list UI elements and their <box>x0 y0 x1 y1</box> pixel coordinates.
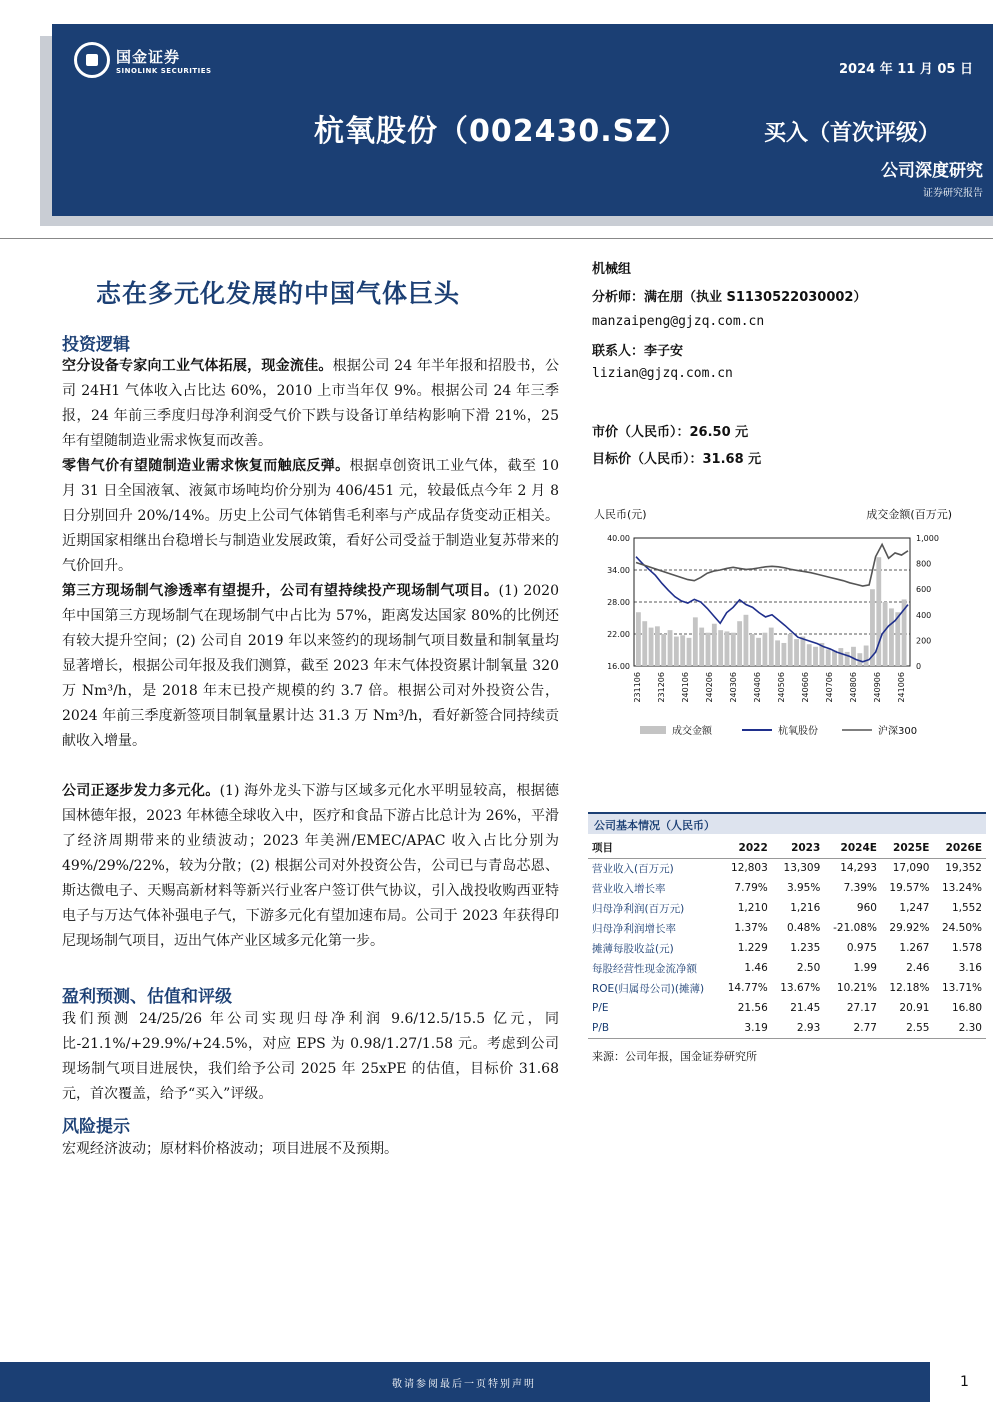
table-cell: 1.578 <box>951 942 982 954</box>
table-cell: 27.17 <box>846 1002 877 1014</box>
volume-bar <box>642 621 647 666</box>
table-row-label: P/B <box>588 1018 719 1038</box>
table-cell: 2.93 <box>772 1018 825 1038</box>
volume-bar <box>794 639 799 666</box>
volume-bar <box>845 652 850 666</box>
x-tick-label: 240306 <box>729 672 738 703</box>
industry-group: 机械组 <box>592 262 632 277</box>
table-cell: 29.92% <box>889 922 930 934</box>
target-price: 目标价（人民币）：31.68 元 <box>592 452 762 467</box>
market-price: 市价（人民币）：26.50 元 <box>592 425 749 440</box>
table-body <box>588 858 986 1038</box>
para-2-text: 根据卓创资讯工业气体，截至 10 月 31 日全国液氧、液氮市场吨均价分别为 406/451 元，较最低点今年 2 月 8 日分别回升 20%/14%。历史上公司气体销售毛利率与产成品存货变动正相关。近期国家相继出台稳增长与制造业发展政策，看好公司受益于制造业复苏带来的气价回升。 <box>62 458 560 574</box>
volume-bar <box>775 640 780 666</box>
para-2 <box>62 454 559 579</box>
table-cell: 19.57% <box>889 882 930 894</box>
volume-bar <box>674 637 679 666</box>
table-cell: 960 <box>856 902 877 914</box>
table-header-cell: 2025E <box>881 838 934 858</box>
table-row-label: 每股经营性现金流净额 <box>592 962 697 975</box>
table-header-row <box>588 838 986 858</box>
volume-bar <box>781 643 786 666</box>
analyst-name: 分析师：满在朋（执业 S1130522030002） <box>592 290 867 305</box>
left-tick-label: 28.00 <box>607 598 630 607</box>
volume-bar <box>731 633 736 666</box>
volume-bar <box>750 634 755 666</box>
table-row <box>588 938 986 958</box>
table-row <box>588 958 986 978</box>
right-tick-label: 0 <box>916 662 922 671</box>
logo-icon <box>74 42 110 78</box>
legend-label: 沪深300 <box>878 726 918 737</box>
right-tick-label: 1,000 <box>916 534 939 543</box>
volume-bars <box>636 557 907 666</box>
table-cell: 1,247 <box>899 902 930 914</box>
para-1 <box>62 354 559 454</box>
para-5 <box>62 1007 559 1107</box>
para-4-bold: 公司正逐步发力多元化。 <box>62 783 220 799</box>
table-cell: 7.79% <box>734 882 768 894</box>
table-cell: 0.48% <box>786 922 821 934</box>
report-date: 2024 年 11 月 05 日 <box>839 62 973 77</box>
x-tick-label: 240606 <box>801 672 810 703</box>
volume-bar <box>763 633 768 666</box>
section-head-logic: 投资逻辑 <box>62 335 130 355</box>
table-cell: 12,803 <box>731 862 768 875</box>
para-2-bold: 零售气价有望随制造业需求恢复而触底反弹。 <box>62 458 350 474</box>
volume-bar <box>668 630 673 666</box>
table-cell: 2.55 <box>881 1018 934 1038</box>
volume-bar <box>756 638 761 666</box>
table-cell: -21.08% <box>833 922 877 934</box>
table-cell: 17,090 <box>892 862 930 875</box>
table-row <box>588 878 986 898</box>
volume-bar <box>706 633 711 666</box>
volume-bar <box>744 615 749 666</box>
volume-bar <box>800 637 805 666</box>
contact-email[interactable]: lizian@gjzq.com.cn <box>592 366 733 381</box>
volume-bar <box>788 634 793 666</box>
x-tick-label: 240506 <box>777 672 786 703</box>
table-row <box>588 918 986 938</box>
para-1-text: 根据公司 24 年半年报和招股书，公司 24H1 气体收入占比达 60%，2010 上市当年仅 9%。根据公司 24 年三季报，24 年前三季度归母净利润受气价下跌与设备订单结构影响下滑 21%，25 年有望随制造业需求恢复而改善。 <box>62 358 560 449</box>
legend-label: 成交金额 <box>672 726 712 737</box>
volume-bar <box>655 626 660 666</box>
table-cell: 1.46 <box>744 962 768 974</box>
table-row-label: 营业收入增长率 <box>592 882 666 895</box>
volume-bar <box>693 617 698 666</box>
volume-bar <box>889 608 894 666</box>
table-cell: 2.77 <box>824 1018 881 1038</box>
table-cell: 3.16 <box>958 962 982 974</box>
left-tick-label: 22.00 <box>607 630 630 639</box>
left-tick-label: 16.00 <box>607 662 630 671</box>
table-cell: 1,552 <box>951 902 982 914</box>
table-row <box>588 898 986 918</box>
table-cell: 13.24% <box>941 882 982 894</box>
x-tick-label: 240406 <box>753 672 762 703</box>
table-cell: 1.37% <box>734 922 768 934</box>
volume-bar <box>832 651 837 666</box>
table-row <box>588 1018 986 1038</box>
table-row <box>588 858 986 878</box>
para-4-text: (1) 海外龙头下游与区域多元化水平明显较高，根据德国林德年报，2023 年林德全球收入中，医疗和食品下游占比总计为 26%，平滑了经济周期带来的业绩波动；2023 年美洲/EMEC/APAC 收入占比分别为 49%/29%/22%，较为分散；(2) 根据公司对外投资公告，公司已与青岛芯恩、斯达微电子、天赐高新材料等新兴行业客户签订供气协议，引入战投收购西亚特电子与万达气体补强电子气，下游多元化有望加速布局。公司于 2023 年获得印尼现场制气项目，迈出气体产业区域多元化第一步。 <box>62 783 560 949</box>
header-banner <box>52 24 993 216</box>
header-divider <box>0 238 993 239</box>
x-tick-label: 231206 <box>657 672 666 703</box>
table-cell: 1,216 <box>790 902 821 914</box>
table-cell: 21.45 <box>790 1002 821 1014</box>
volume-bar <box>699 628 704 666</box>
right-tick-label: 800 <box>916 559 932 569</box>
volume-bar <box>718 630 723 666</box>
volume-bar <box>636 612 641 666</box>
logo-en-text: SINOLINK SECURITIES <box>116 66 212 75</box>
para-4 <box>62 779 559 954</box>
volume-bar <box>737 621 742 666</box>
table-cell: 3.19 <box>719 1018 772 1038</box>
table-cell: 3.95% <box>786 882 821 894</box>
table-row-label: 归母净利润增长率 <box>592 922 676 935</box>
volume-bar <box>687 638 692 666</box>
chart-legend <box>640 724 917 737</box>
x-tick-label: 240906 <box>873 672 882 703</box>
x-tick-label: 231106 <box>633 672 642 703</box>
rating: 买入（首次评级） <box>764 121 941 146</box>
footer-disclaimer: 敬请参阅最后一页特别声明 <box>392 1379 536 1390</box>
report-type: 公司深度研究 <box>881 161 983 181</box>
table-cell: 13.67% <box>780 982 821 994</box>
table-header-cell: 2026E <box>933 838 986 858</box>
volume-bar <box>813 647 818 666</box>
company-logo <box>74 42 212 78</box>
stock-name: 杭氧股份（002430.SZ） <box>314 114 689 149</box>
table-cell: 0.975 <box>846 942 877 954</box>
x-tick-label: 240806 <box>849 672 858 703</box>
table-row-label: 营业收入(百万元) <box>592 862 674 875</box>
table-title: 公司基本情况（人民币） <box>594 819 715 832</box>
volume-bar <box>769 628 774 666</box>
table-cell: 12.18% <box>889 982 930 994</box>
right-tick-label: 600 <box>916 585 932 595</box>
table-cell: 16.80 <box>951 1002 982 1014</box>
para-3-text: (1) 2020 年中国第三方现场制气在现场制气中占比为 57%，距离发达国家 80%的比例还有较大提升空间；(2) 公司自 2019 年以来签约的现场制气项目数量和制氧量均显著增长，根据公司年报及我们测算，截至 2023 年末气体投资累计制氧量 320 万 Nm³/h，是 2018 年末已投产规模的约 3.7 倍。根据公司对外投资公告，2024 年前三季度新签项目制氧量累计达 31.3 万 Nm³/h，看好新签合同持续贡献收入增量。 <box>62 583 559 749</box>
volume-bar <box>851 647 856 666</box>
financial-table <box>588 838 986 1039</box>
series-line <box>636 544 908 586</box>
price-chart <box>588 500 958 750</box>
x-tick-label: 240706 <box>825 672 834 703</box>
x-tick-label: 240106 <box>681 672 690 703</box>
legend-label: 杭氧股份 <box>778 726 818 737</box>
left-axis-label: 人民币(元) <box>594 508 647 521</box>
volume-bar <box>680 635 685 666</box>
table-cell: 1.99 <box>853 962 877 974</box>
table-cell: 14,293 <box>840 862 877 875</box>
volume-bar <box>807 644 812 666</box>
right-axis-label: 成交金额(百万元) <box>866 508 952 521</box>
table-cell: 7.39% <box>843 882 877 894</box>
table-row-label: ROE(归属母公司)(摊薄) <box>592 982 705 995</box>
report-subtype: 证券研究报告 <box>923 188 983 199</box>
left-tick-label: 34.00 <box>607 566 630 575</box>
logo-cn-text: 国金证券 <box>116 47 181 66</box>
table-cell: 10.21% <box>836 982 877 994</box>
volume-bar <box>864 646 869 666</box>
right-tick-label: 400 <box>916 610 932 620</box>
table-row-label: 摊薄每股收益(元) <box>592 942 674 955</box>
report-title: 志在多元化发展的中国气体巨头 <box>96 279 461 308</box>
section-head-forecast: 盈利预测、估值和评级 <box>62 987 232 1007</box>
right-tick-label: 200 <box>916 636 932 646</box>
volume-bar <box>725 631 730 666</box>
table-title-bar <box>588 812 986 834</box>
table-header-cell: 2023 <box>772 838 825 858</box>
table-source: 来源：公司年报，国金证券研究所 <box>592 1050 757 1063</box>
table-cell: 1.267 <box>899 942 930 954</box>
volume-bar <box>661 634 666 666</box>
analyst-email[interactable]: manzaipeng@gjzq.com.cn <box>592 314 765 329</box>
table-cell: 21.56 <box>737 1002 768 1014</box>
table-cell: 14.77% <box>727 982 768 994</box>
table-cell: 1,210 <box>737 902 768 914</box>
para-6 <box>62 1137 559 1162</box>
volume-bar <box>649 628 654 666</box>
para-3-bold: 第三方现场制气渗透率有望提升，公司有望持续投产现场制气项目。 <box>62 583 499 599</box>
table-cell: 2.46 <box>906 962 930 974</box>
contact-name: 联系人：李子安 <box>592 344 684 359</box>
legend-swatch-volume <box>640 726 666 734</box>
table-cell: 20.91 <box>899 1002 930 1014</box>
table-row <box>588 978 986 998</box>
table-cell: 2.30 <box>933 1018 986 1038</box>
section-head-risk: 风险提示 <box>62 1117 130 1137</box>
table-cell: 2.50 <box>796 962 821 974</box>
table-cell: 1.229 <box>737 942 768 954</box>
volume-bar <box>826 649 831 666</box>
table-cell: 1.235 <box>790 942 821 954</box>
table-row <box>588 998 986 1018</box>
price-chart-svg <box>588 500 958 750</box>
volume-bar <box>712 624 717 666</box>
table-header-cell: 项目 <box>588 838 719 858</box>
para-1-bold: 空分设备专家向工业气体拓展，现金流佳。 <box>62 358 333 374</box>
para-6-text: 宏观经济波动；原材料价格波动；项目进展不及预期。 <box>62 1141 398 1157</box>
x-tick-label: 241006 <box>897 672 906 703</box>
para-5-text: 我们预测 24/25/26 年公司实现归母净利润 9.6/12.5/15.5 亿元，同比-21.1%/+29.9%/+24.5%，对应 EPS 为 0.98/1.27/1.58 元。考虑到公司现场制气项目进展快，我们给予公司 2025 年 25xPE 的估值，目标价 31.68 元，首次覆盖，给予“买入”评级。 <box>62 1011 559 1102</box>
table-cell: 13.71% <box>941 982 982 994</box>
page-number: 1 <box>960 1374 969 1390</box>
table-cell: 19,352 <box>945 862 982 875</box>
para-3 <box>62 579 559 754</box>
volume-bar <box>838 648 843 666</box>
table-header-cell: 2024E <box>824 838 881 858</box>
table-row-label: P/E <box>592 1002 609 1014</box>
left-tick-label: 40.00 <box>607 534 630 543</box>
table-cell: 24.50% <box>941 922 982 934</box>
table-header-cell: 2022 <box>719 838 772 858</box>
table-cell: 13,309 <box>783 862 821 875</box>
volume-bar <box>883 602 888 666</box>
table-row-label: 归母净利润(百万元) <box>592 902 685 915</box>
x-tick-label: 240206 <box>705 672 714 703</box>
